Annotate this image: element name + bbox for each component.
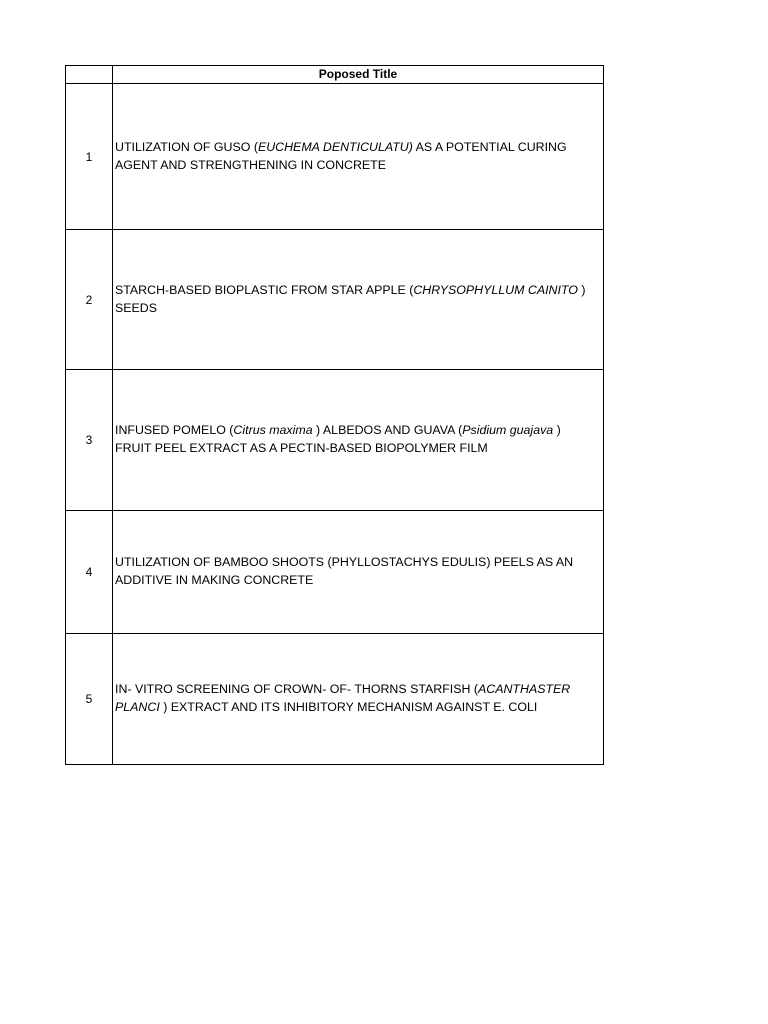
row-title-text: UTILIZATION OF BAMBOO SHOOTS (PHYLLOSTACHYS EDULIS) PEELS AS AN ADDITIVE IN MAKING CONCRETE [115, 555, 574, 587]
row-title [113, 230, 604, 370]
title-text-part: STARCH-BASED BIOPLASTIC FROM STAR APPLE ( [115, 282, 414, 297]
row-title [113, 84, 604, 230]
row-title-text [115, 281, 600, 317]
title-text-part: ) SEEDS [115, 282, 586, 315]
proposed-titles-table [65, 65, 604, 765]
row-number: 3 [66, 370, 113, 511]
row-title [113, 634, 604, 765]
header-title-cell: Poposed Title [113, 66, 604, 84]
row-number: 5 [66, 634, 113, 765]
table-row [66, 230, 604, 370]
scientific-name: CHRYSOPHYLLUM CAINITO [413, 282, 578, 297]
header-number-cell [66, 66, 113, 84]
row-title-text [115, 680, 600, 716]
table-row [66, 511, 604, 634]
row-title-text [115, 138, 600, 174]
scientific-name: EUCHEMA DENTICULATU) [257, 139, 413, 154]
scientific-name: Citrus maxima [233, 423, 313, 437]
row-title-text [115, 421, 600, 457]
header-row [66, 66, 604, 84]
title-text-part: ) EXTRACT AND ITS INHIBITORY MECHANISM AGAINST E. COLI [159, 700, 538, 714]
title-text-part: UTILIZATION OF GUSO ( [115, 139, 258, 154]
table-row [66, 634, 604, 765]
table-row [66, 84, 604, 230]
title-text-part: AS A POTENTIAL CURING AGENT AND STRENGTHENING IN CONCRETE [115, 139, 567, 172]
row-title [113, 511, 604, 634]
table-row [66, 370, 604, 511]
row-number: 4 [66, 511, 113, 634]
title-text-part: IN- VITRO SCREENING OF CROWN- OF- THORNS STARFISH ( [115, 682, 478, 696]
title-text-part: ) FRUIT PEEL EXTRACT AS A PECTIN-BASED BIOPOLYMER FILM [115, 423, 561, 455]
scientific-name: ACANTHASTER PLANCI [115, 682, 571, 714]
title-text-part: ) ALBEDOS AND GUAVA ( [312, 423, 463, 437]
row-number: 1 [66, 84, 113, 230]
row-number: 2 [66, 230, 113, 370]
title-text-part: INFUSED POMELO ( [115, 423, 234, 437]
scientific-name: Psidium guajava [462, 423, 554, 437]
row-title [113, 370, 604, 511]
